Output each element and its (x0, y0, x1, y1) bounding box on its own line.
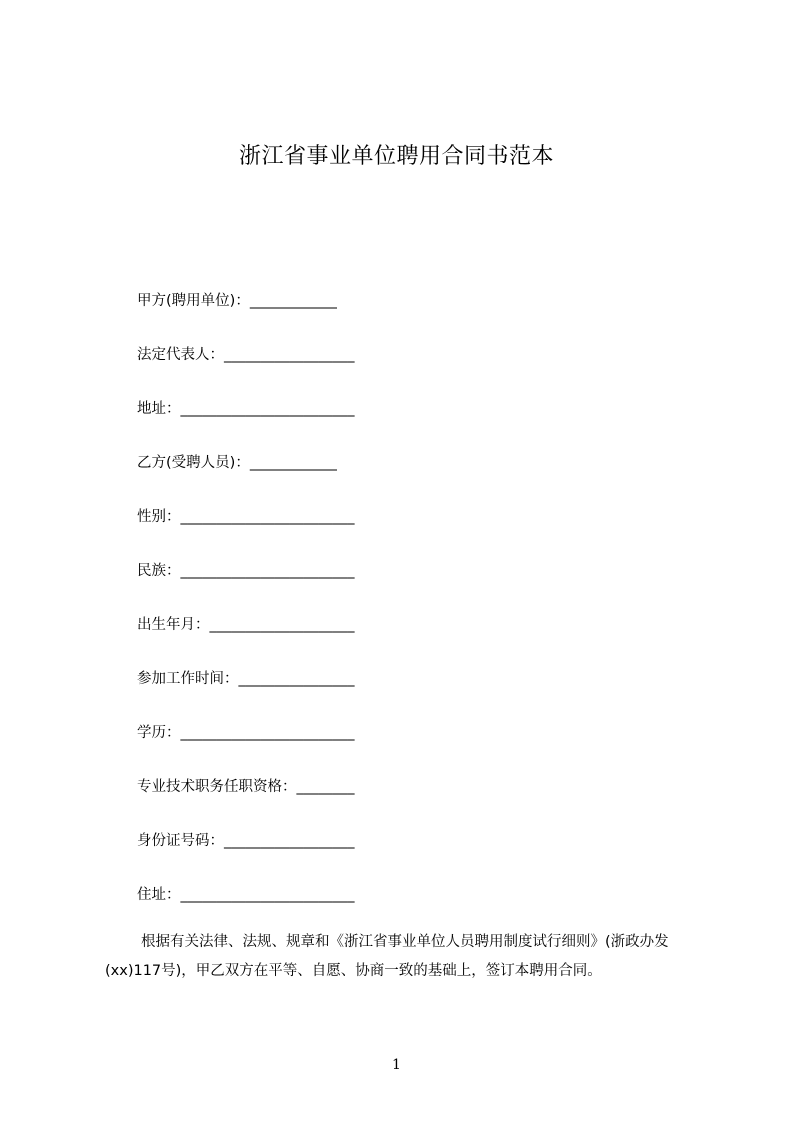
field-label: 出生年月： (137, 617, 210, 633)
field-blank: ____________ (249, 455, 337, 471)
field-blank: ________________________ (180, 887, 355, 903)
field-label: 学历： (137, 725, 181, 741)
field-label: 法定代表人： (137, 347, 224, 363)
field-ethnicity (137, 560, 437, 614)
field-label: 参加工作时间： (137, 671, 239, 687)
contract-fields (137, 290, 437, 938)
field-birth-date (137, 614, 437, 668)
page-number: 1 (392, 1057, 401, 1073)
field-legal-representative (137, 344, 437, 398)
field-blank: ________________ (238, 671, 355, 687)
field-blank: __________________ (224, 347, 355, 363)
field-label: 性别： (137, 509, 181, 525)
field-blank: ________________________ (180, 725, 355, 741)
field-employee (137, 452, 437, 506)
document-title: 浙江省事业单位聘用合同书范本 (238, 144, 554, 169)
field-education (137, 722, 437, 776)
field-blank: ________ (296, 779, 355, 795)
field-label: 身份证号码： (137, 833, 224, 849)
field-label: 甲方(聘用单位)： (137, 293, 250, 309)
field-blank: __________________ (224, 833, 355, 849)
field-blank: ____________ (249, 293, 337, 309)
field-employer (137, 290, 437, 344)
field-blank: ____________________ (209, 617, 355, 633)
field-label: 民族： (137, 563, 181, 579)
intro-paragraph: 根据有关法律、法规、规章和《浙江省事业单位人员聘用制度试行细则》(浙政办发(xx)117号)，甲乙双方在平等、自愿、协商一致的基础上，签订本聘用合同。 (105, 934, 669, 979)
field-professional-qualification (137, 776, 437, 830)
field-blank: ________________________ (180, 401, 355, 417)
field-blank: ________________________ (180, 509, 355, 525)
field-address (137, 398, 437, 452)
field-work-start-date (137, 668, 437, 722)
field-blank: ________________________ (180, 563, 355, 579)
field-label: 地址： (137, 401, 181, 417)
field-gender (137, 506, 437, 560)
field-id-number (137, 830, 437, 884)
field-label: 专业技术职务任职资格： (137, 779, 297, 795)
field-label: 乙方(受聘人员)： (137, 455, 250, 471)
field-label: 住址： (137, 887, 181, 903)
